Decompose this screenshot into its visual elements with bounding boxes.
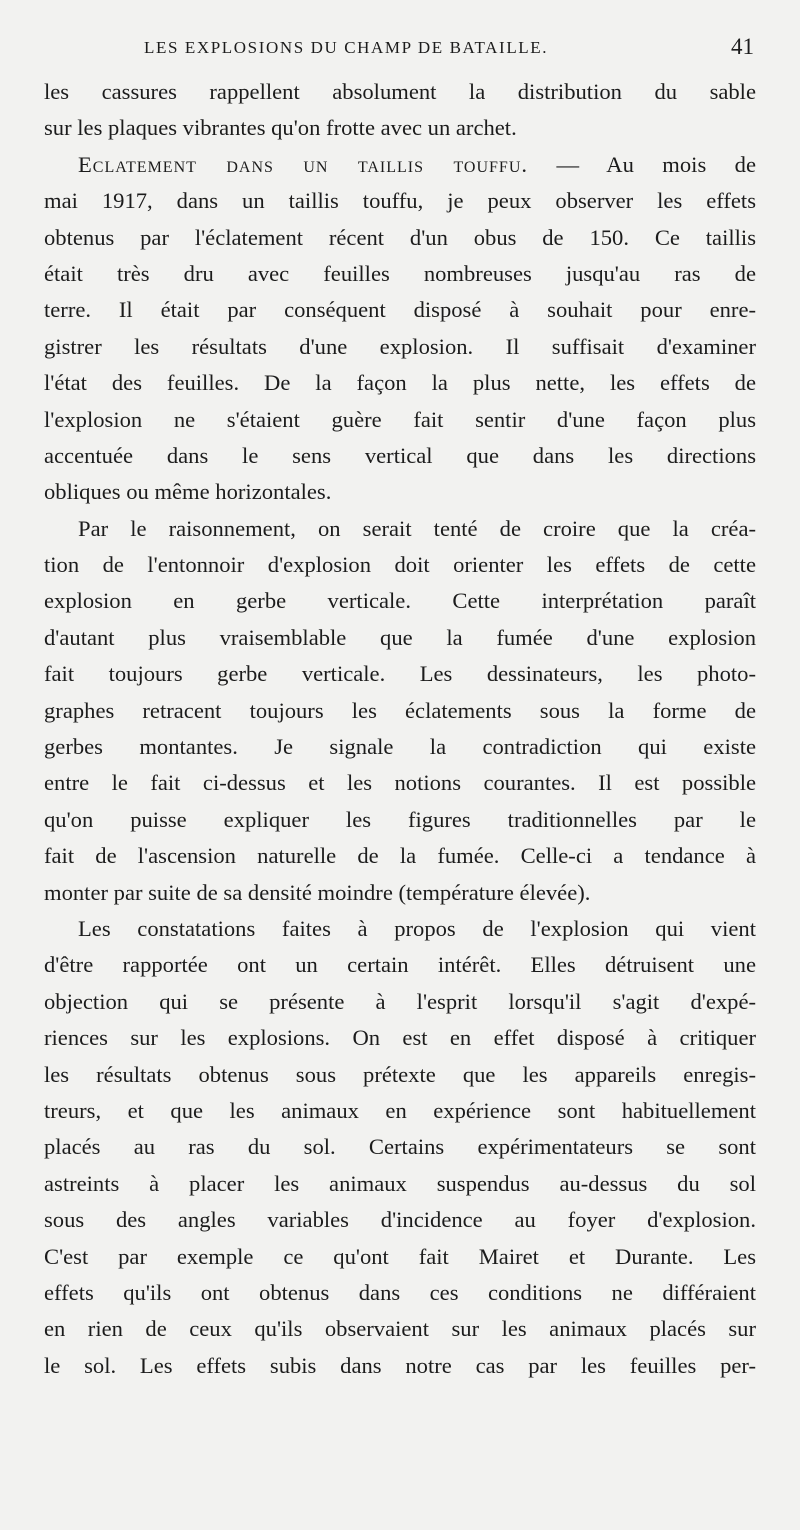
text-line: obliques ou même horizontales.	[44, 479, 332, 505]
text-line: Les constatations faites à propos de l'explosion qui vient	[78, 915, 756, 941]
paragraph-2	[44, 147, 756, 511]
text-line: le sol. Les effets subis dans notre cas par les feuilles per-	[44, 1352, 756, 1378]
running-head	[44, 34, 754, 64]
text-line: d'autant plus vraisemblable que la fumée d'une explosion	[44, 624, 756, 650]
text-line: entre le fait ci-dessus et les notions courantes. Il est possible	[44, 770, 756, 796]
text-line: objection qui se présente à l'esprit lorsqu'il s'agit d'expé-	[44, 988, 756, 1014]
text-line: mai 1917, dans un taillis touffu, je peux observer les effets	[44, 188, 756, 214]
text-line: graphes retracent toujours les éclatements sous la forme de	[44, 697, 756, 723]
text-line: riences sur les explosions. On est en effet disposé à critiquer	[44, 1025, 756, 1051]
text-line: astreints à placer les animaux suspendus au-dessus du sol	[44, 1170, 756, 1196]
text-line: l'explosion ne s'étaient guère fait sentir d'une façon plus	[44, 406, 756, 432]
text-line: placés au ras du sol. Certains expérimentateurs se sont	[44, 1134, 756, 1160]
text-line: effets qu'ils ont obtenus dans ces conditions ne différaient	[44, 1279, 756, 1305]
text-line: treurs, et que les animaux en expérience sont habituellement	[44, 1097, 756, 1123]
text-line: C'est par exemple ce qu'ont fait Mairet et Durante. Les	[44, 1243, 756, 1269]
text-line: les cassures rappellent absolument la distribution du sable	[44, 79, 756, 104]
text-line: fait toujours gerbe verticale. Les dessinateurs, les photo-	[44, 661, 756, 687]
section-heading: Eclatement dans un taillis touffu.	[78, 151, 529, 177]
text-line: gistrer les résultats d'une explosion. Il suffisait d'examiner	[44, 333, 756, 359]
text-line: sous des angles variables d'incidence au foyer d'explosion.	[44, 1207, 756, 1233]
text-line: obtenus par l'éclatement récent d'un obus de 150. Ce taillis	[44, 224, 756, 250]
text-line: était très dru avec feuilles nombreuses jusqu'au ras de	[44, 260, 756, 286]
text-line: terre. Il était par conséquent disposé à souhait pour enre-	[44, 297, 756, 323]
text-fragment: — Au mois de	[528, 151, 756, 177]
text-line: monter par suite de sa densité moindre (température élevée).	[44, 879, 591, 905]
text-line	[44, 147, 756, 183]
text-line: sur les plaques vibrantes qu'on frotte avec un archet.	[44, 115, 517, 141]
paragraph-4	[44, 911, 756, 1384]
text-line: fait de l'ascension naturelle de la fumée. Celle-ci a tendance à	[44, 843, 756, 869]
text-line: Par le raisonnement, on serait tenté de croire que la créa-	[78, 515, 756, 541]
text-line: qu'on puisse expliquer les figures traditionnelles par le	[44, 806, 756, 832]
text-line: en rien de ceux qu'ils observaient sur les animaux placés sur	[44, 1316, 756, 1342]
paragraph-3	[44, 511, 756, 911]
text-line: les résultats obtenus sous prétexte que les appareils enregis-	[44, 1061, 756, 1087]
text-line: gerbes montantes. Je signale la contradiction qui existe	[44, 734, 756, 760]
text-line: tion de l'entonnoir d'explosion doit orienter les effets de cette	[44, 552, 756, 578]
text-line: d'être rapportée ont un certain intérêt. Elles détruisent une	[44, 952, 756, 978]
page-number: 41	[731, 34, 754, 59]
body-text	[44, 74, 756, 1384]
paragraph-1	[44, 74, 756, 147]
text-line: l'état des feuilles. De la façon la plus nette, les effets de	[44, 370, 756, 396]
running-title: LES EXPLOSIONS DU CHAMP DE BATAILLE.	[144, 38, 549, 57]
text-line: accentuée dans le sens vertical que dans les directions	[44, 442, 756, 468]
text-line: explosion en gerbe verticale. Cette interprétation paraît	[44, 588, 756, 614]
